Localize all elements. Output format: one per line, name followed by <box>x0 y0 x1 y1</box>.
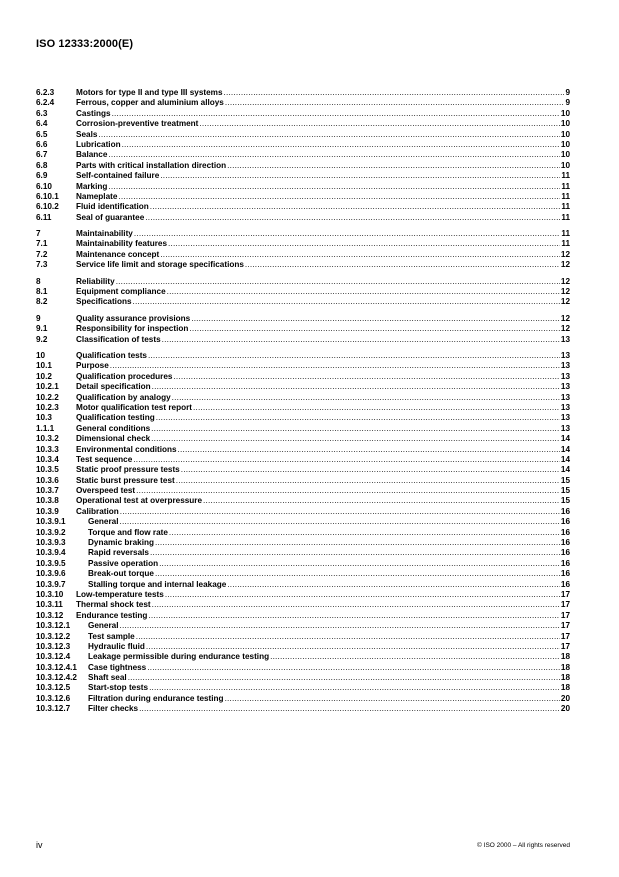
toc-entry[interactable] <box>36 250 570 260</box>
toc-entry[interactable] <box>36 382 570 392</box>
toc-dot-leader <box>189 324 560 334</box>
toc-entry-title: Test sequence <box>76 454 133 464</box>
toc-entry[interactable] <box>36 476 570 486</box>
toc-entry[interactable] <box>36 239 570 249</box>
toc-entry-title: Parts with critical installation direction <box>76 160 227 170</box>
toc-dot-leader <box>116 277 560 287</box>
toc-entry-number: 6.6 <box>36 139 48 149</box>
toc-entry-title: Maintainability features <box>76 239 167 249</box>
toc-entry[interactable] <box>36 287 570 297</box>
toc-entry[interactable] <box>36 663 570 673</box>
toc-entry-title: Qualification testing <box>76 413 155 423</box>
toc-entry[interactable] <box>36 140 570 150</box>
toc-entry-number: 9 <box>36 313 41 323</box>
toc-entry[interactable] <box>36 351 570 361</box>
toc-entry-title: Maintenance concept <box>76 249 160 259</box>
toc-dot-leader <box>156 413 560 423</box>
toc-entry-page: 10 <box>560 119 570 129</box>
toc-entry-number: 10.3.11 <box>36 600 63 610</box>
toc-entry-number: 7 <box>36 229 41 239</box>
toc-entry[interactable] <box>36 694 570 704</box>
toc-entry-number: 10.3.9.2 <box>36 527 66 537</box>
toc-dot-leader <box>151 424 560 434</box>
toc-dot-leader <box>112 109 560 119</box>
toc-entry-title: Equipment compliance <box>76 287 166 297</box>
toc-entry-number: 10.3.6 <box>36 475 59 485</box>
toc-entry-page: 14 <box>560 454 570 464</box>
toc-entry-title: Responsibility for inspection <box>76 324 189 334</box>
toc-dot-leader <box>191 314 560 324</box>
toc-entry-number: 10.1 <box>36 361 52 371</box>
toc-entry-title: Calibration <box>76 506 119 516</box>
toc-entry-number: 10.2 <box>36 371 52 381</box>
toc-entry-number: 10.3.12.3 <box>36 641 71 651</box>
toc-entry-page: 11 <box>561 212 570 222</box>
toc-entry-title: Corrosion-preventive treatment <box>76 119 199 129</box>
toc-entry-number: 6.10.2 <box>36 202 59 212</box>
toc-entry-number: 10.3.12.7 <box>36 704 71 714</box>
toc-entry-number: 10.3.3 <box>36 444 59 454</box>
toc-dot-leader <box>155 538 560 548</box>
toc-entry-title: Environmental conditions <box>76 444 177 454</box>
toc-entry-number: 10.2.1 <box>36 382 59 392</box>
toc-entry[interactable] <box>36 528 570 538</box>
toc-entry-number: 7.2 <box>36 249 48 259</box>
toc-dot-leader <box>165 590 560 600</box>
toc-entry-title: Case tightness <box>88 662 147 672</box>
toc-entry[interactable] <box>36 548 570 558</box>
toc-dot-leader <box>270 652 560 662</box>
toc-entry-title: Low-temperature tests <box>76 589 164 599</box>
toc-dot-leader <box>160 250 560 260</box>
toc-entry-page: 12 <box>560 249 570 259</box>
toc-entry-title: Torque and flow rate <box>88 527 168 537</box>
toc-entry[interactable] <box>36 88 570 98</box>
toc-entry-title: Overspeed test <box>76 486 136 496</box>
toc-entry[interactable] <box>36 600 570 610</box>
toc-entry-page: 16 <box>560 517 570 527</box>
toc-entry-page: 14 <box>560 465 570 475</box>
toc-entry[interactable] <box>36 642 570 652</box>
toc-entry-number: 6.9 <box>36 171 48 181</box>
toc-entry-page: 15 <box>560 486 570 496</box>
toc-entry-number: 10.3.9.7 <box>36 579 66 589</box>
toc-entry-number: 9.2 <box>36 334 48 344</box>
toc-entry[interactable] <box>36 109 570 119</box>
toc-entry-page: 20 <box>560 693 570 703</box>
toc-entry[interactable] <box>36 673 570 683</box>
toc-entry-page: 20 <box>560 704 570 714</box>
toc-entry-number: 1.1.1 <box>36 423 55 433</box>
toc-entry-page: 18 <box>560 683 570 693</box>
toc-dot-leader <box>162 335 560 345</box>
toc-entry-title: Stalling torque and internal leakage <box>88 579 227 589</box>
toc-entry-number: 10.3.8 <box>36 496 59 506</box>
toc-entry-title: Specifications <box>76 297 132 307</box>
toc-entry-title: Ferrous, copper and aluminium alloys <box>76 98 224 108</box>
toc-entry-number: 6.8 <box>36 160 48 170</box>
toc-dot-leader <box>225 98 565 108</box>
toc-entry-title: Castings <box>76 108 111 118</box>
toc-entry-title: General conditions <box>76 423 151 433</box>
toc-entry-page: 11 <box>561 239 570 249</box>
toc-entry[interactable] <box>36 372 570 382</box>
toc-entry-number: 10.3.9.1 <box>36 517 66 527</box>
toc-entry-number: 10.3.4 <box>36 454 59 464</box>
toc-dot-leader <box>118 192 560 202</box>
toc-entry-number: 8 <box>36 276 41 286</box>
toc-entry-title: Shaft seal <box>88 673 127 683</box>
toc-entry-page: 16 <box>560 527 570 537</box>
toc-entry[interactable] <box>36 119 570 129</box>
toc-entry[interactable] <box>36 683 570 693</box>
toc-entry-page: 17 <box>560 631 570 641</box>
toc-entry[interactable] <box>36 213 570 223</box>
toc-entry-number: 10.3.9.3 <box>36 538 66 548</box>
toc-dot-leader <box>134 229 560 239</box>
toc-entry-title: Motor qualification test report <box>76 402 192 412</box>
toc-entry[interactable] <box>36 559 570 569</box>
toc-dot-leader <box>160 171 560 181</box>
toc-entry-title: Filtration during endurance testing <box>88 693 224 703</box>
toc-dot-leader <box>245 260 560 270</box>
toc-entry-title: General <box>88 621 119 631</box>
toc-dot-leader <box>151 434 560 444</box>
toc-entry-page: 12 <box>560 313 570 323</box>
toc-entry-title: Service life limit and storage specifications <box>76 260 244 270</box>
toc-entry-number: 9.1 <box>36 324 48 334</box>
toc-entry[interactable] <box>36 403 570 413</box>
toc-entry-title: Quality assurance provisions <box>76 313 191 323</box>
toc-entry-page: 13 <box>560 413 570 423</box>
toc-entry-number: 10.3.12.6 <box>36 693 71 703</box>
toc-entry-number: 6.2.4 <box>36 98 55 108</box>
toc-dot-leader <box>173 372 559 382</box>
toc-entry-number: 6.4 <box>36 119 48 129</box>
toc-entry-title: Purpose <box>76 361 109 371</box>
toc-entry[interactable] <box>36 538 570 548</box>
toc-dot-leader <box>199 119 560 129</box>
toc-dot-leader <box>150 548 560 558</box>
toc-entry-number: 10.2.3 <box>36 402 59 412</box>
toc-entry-page: 12 <box>560 297 570 307</box>
toc-entry-number: 10 <box>36 350 46 360</box>
toc-entry[interactable] <box>36 580 570 590</box>
toc-entry-number: 6.10 <box>36 181 52 191</box>
toc-entry-page: 17 <box>560 589 570 599</box>
toc-dot-leader <box>172 393 560 403</box>
toc-entry-page: 16 <box>560 548 570 558</box>
toc-entry-page: 18 <box>560 652 570 662</box>
toc-entry-page: 17 <box>560 600 570 610</box>
toc-entry-number: 10.3.12.4.1 <box>36 662 77 672</box>
toc-dot-leader <box>225 694 560 704</box>
toc-entry-page: 9 <box>565 88 570 97</box>
document-header-title: ISO 12333:2000(E) <box>36 38 134 50</box>
toc-entry-page: 18 <box>560 662 570 672</box>
toc-entry[interactable] <box>36 171 570 181</box>
toc-entry-number: 10.3.2 <box>36 434 59 444</box>
toc-entry[interactable] <box>36 260 570 270</box>
toc-entry-title: Motors for type II and type III systems <box>76 88 223 97</box>
toc-entry[interactable] <box>36 182 570 192</box>
toc-entry[interactable] <box>36 297 570 307</box>
toc-entry-title: Maintainability <box>76 229 133 239</box>
toc-entry-number: 6.5 <box>36 129 48 139</box>
toc-entry[interactable] <box>36 455 570 465</box>
toc-entry-page: 13 <box>560 402 570 412</box>
toc-entry-page: 18 <box>560 673 570 683</box>
toc-dot-leader <box>203 496 560 506</box>
toc-entry-number: 6.2.3 <box>36 88 55 97</box>
toc-entry-title: Start-stop tests <box>88 683 149 693</box>
toc-dot-leader <box>152 600 560 610</box>
toc-entry-page: 12 <box>560 324 570 334</box>
toc-dot-leader <box>122 140 560 150</box>
toc-entry-title: Balance <box>76 150 108 160</box>
toc-entry[interactable] <box>36 569 570 579</box>
toc-dot-leader <box>110 361 560 371</box>
toc-entry-title: Thermal shock test <box>76 600 151 610</box>
toc-entry-page: 13 <box>560 371 570 381</box>
copyright-notice: © ISO 2000 – All rights reserved <box>477 842 570 849</box>
toc-entry-page: 11 <box>561 181 570 191</box>
toc-dot-leader <box>167 287 560 297</box>
toc-entry-title: Marking <box>76 181 108 191</box>
toc-dot-leader <box>120 507 560 517</box>
toc-entry-page: 10 <box>560 139 570 149</box>
toc-entry-page: 14 <box>560 444 570 454</box>
toc-entry[interactable] <box>36 229 570 239</box>
toc-entry-title: Qualification tests <box>76 350 147 360</box>
toc-entry[interactable] <box>36 652 570 662</box>
toc-entry-title: Static burst pressure test <box>76 475 175 485</box>
toc-entry-page: 10 <box>560 160 570 170</box>
toc-entry-page: 16 <box>560 538 570 548</box>
toc-entry-page: 9 <box>565 98 570 108</box>
toc-entry-page: 17 <box>560 610 570 620</box>
toc-entry-title: Passive operation <box>88 558 159 568</box>
toc-entry-number: 10.3.5 <box>36 465 59 475</box>
toc-dot-leader <box>227 580 560 590</box>
toc-entry[interactable] <box>36 590 570 600</box>
toc-entry[interactable] <box>36 161 570 171</box>
toc-entry-page: 10 <box>560 108 570 118</box>
toc-entry-number: 10.3.7 <box>36 486 59 496</box>
toc-entry[interactable] <box>36 202 570 212</box>
toc-entry[interactable] <box>36 314 570 324</box>
toc-entry-page: 11 <box>561 229 570 239</box>
toc-entry-title: Test sample <box>88 631 135 641</box>
toc-dot-leader <box>148 351 560 361</box>
toc-entry-title: Qualification procedures <box>76 371 173 381</box>
toc-dot-leader <box>147 663 560 673</box>
toc-entry-title: Rapid reversals <box>88 548 149 558</box>
toc-entry-page: 13 <box>560 334 570 344</box>
toc-dot-leader <box>145 213 560 223</box>
toc-entry-page: 16 <box>560 569 570 579</box>
toc-entry-number: 6.10.1 <box>36 191 59 201</box>
toc-entry[interactable] <box>36 496 570 506</box>
toc-entry-title: Seals <box>76 129 98 139</box>
toc-entry-title: Fluid identification <box>76 202 149 212</box>
toc-entry[interactable] <box>36 611 570 621</box>
toc-entry[interactable] <box>36 150 570 160</box>
toc-entry[interactable] <box>36 335 570 345</box>
page-number-label: iv <box>36 840 43 850</box>
toc-entry-page: 16 <box>560 579 570 589</box>
toc-entry-page: 12 <box>560 287 570 297</box>
toc-entry-page: 16 <box>560 558 570 568</box>
toc-entry-number: 10.3.9.5 <box>36 558 66 568</box>
toc-entry-title: Reliability <box>76 276 115 286</box>
toc-entry[interactable] <box>36 465 570 475</box>
toc-dot-leader <box>178 445 560 455</box>
toc-entry-title: Seal of guarantee <box>76 212 145 222</box>
toc-entry-title: Detail specification <box>76 382 151 392</box>
toc-entry-title: Leakage permissible during endurance testing <box>88 652 270 662</box>
toc-entry-number: 10.3.12.1 <box>36 621 71 631</box>
toc-dot-leader <box>120 621 560 631</box>
toc-dot-leader <box>149 683 560 693</box>
toc-entry-number: 10.3.9 <box>36 506 59 516</box>
toc-entry-number: 10.3 <box>36 413 52 423</box>
toc-entry-title: Dynamic braking <box>88 538 154 548</box>
toc-dot-leader <box>133 455 560 465</box>
toc-entry-page: 15 <box>560 475 570 485</box>
toc-entry-page: 13 <box>560 350 570 360</box>
toc-entry-title: Filter checks <box>88 704 139 714</box>
toc-dot-leader <box>98 130 559 140</box>
toc-dot-leader <box>108 182 560 192</box>
toc-dot-leader <box>169 528 560 538</box>
toc-dot-leader <box>168 239 560 249</box>
toc-entry-title: Lubrication <box>76 139 121 149</box>
toc-entry-page: 11 <box>561 171 570 181</box>
toc-dot-leader <box>148 611 559 621</box>
toc-entry-number: 7.3 <box>36 260 48 270</box>
toc-entry[interactable] <box>36 277 570 287</box>
toc-dot-leader <box>108 150 559 160</box>
toc-entry-page: 11 <box>561 202 570 212</box>
toc-entry-number: 7.1 <box>36 239 48 249</box>
toc-entry-page: 13 <box>560 382 570 392</box>
toc-entry-page: 17 <box>560 641 570 651</box>
toc-entry[interactable] <box>36 486 570 496</box>
toc-entry-number: 10.3.12.5 <box>36 683 71 693</box>
toc-entry[interactable] <box>36 632 570 642</box>
toc-entry[interactable] <box>36 507 570 517</box>
toc-dot-leader <box>136 632 560 642</box>
toc-dot-leader <box>136 486 560 496</box>
toc-entry[interactable] <box>36 621 570 631</box>
toc-entry-title: General <box>88 517 119 527</box>
toc-dot-leader <box>176 476 560 486</box>
toc-entry[interactable] <box>36 434 570 444</box>
toc-entry-page: 12 <box>560 276 570 286</box>
toc-dot-leader <box>128 673 560 683</box>
toc-entry-page: 10 <box>560 129 570 139</box>
toc-entry-page: 13 <box>560 361 570 371</box>
toc-dot-leader <box>120 517 560 527</box>
toc-entry-number: 10.3.10 <box>36 589 64 599</box>
toc-entry[interactable] <box>36 324 570 334</box>
toc-entry-number: 10.3.9.4 <box>36 548 66 558</box>
toc-entry-title: Static proof pressure tests <box>76 465 180 475</box>
toc-entry-number: 10.3.12.4 <box>36 652 71 662</box>
toc-dot-leader <box>146 642 560 652</box>
toc-entry-number: 6.11 <box>36 212 52 222</box>
toc-entry-page: 15 <box>560 496 570 506</box>
toc-entry[interactable] <box>36 704 570 714</box>
toc-entry-page: 16 <box>560 506 570 516</box>
toc-entry-page: 13 <box>560 423 570 433</box>
toc-entry-page: 14 <box>560 434 570 444</box>
toc-dot-leader <box>150 202 561 212</box>
toc-dot-leader <box>155 569 560 579</box>
toc-entry-page: 17 <box>560 621 570 631</box>
toc-entry-title: Hydraulic fluid <box>88 641 145 651</box>
toc-entry-number: 8.1 <box>36 287 48 297</box>
toc-entry-page: 12 <box>560 260 570 270</box>
toc-entry-number: 8.2 <box>36 297 48 307</box>
toc-entry[interactable] <box>36 98 570 108</box>
toc-dot-leader <box>133 297 560 307</box>
toc-entry-title: Break-out torque <box>88 569 154 579</box>
toc-entry-title: Endurance testing <box>76 610 148 620</box>
toc-dot-leader <box>159 559 560 569</box>
toc-entry-title: Nameplate <box>76 191 118 201</box>
toc-entry-title: Classification of tests <box>76 334 161 344</box>
toc-entry[interactable] <box>36 517 570 527</box>
table-of-contents <box>36 88 570 715</box>
toc-entry-title: Self-contained failure <box>76 171 160 181</box>
toc-entry[interactable] <box>36 413 570 423</box>
toc-entry-number: 10.3.12.2 <box>36 631 71 641</box>
toc-dot-leader <box>193 403 560 413</box>
toc-entry[interactable] <box>36 424 570 434</box>
toc-entry-number: 10.3.12 <box>36 610 64 620</box>
toc-dot-leader <box>139 704 560 714</box>
toc-entry-number: 10.3.12.4.2 <box>36 673 77 683</box>
toc-entry-number: 6.7 <box>36 150 48 160</box>
toc-entry[interactable] <box>36 445 570 455</box>
toc-entry-number: 10.3.9.6 <box>36 569 66 579</box>
toc-dot-leader <box>224 88 565 98</box>
toc-entry[interactable] <box>36 361 570 371</box>
toc-entry[interactable] <box>36 192 570 202</box>
toc-entry[interactable] <box>36 393 570 403</box>
toc-dot-leader <box>181 465 560 475</box>
toc-entry[interactable] <box>36 130 570 140</box>
toc-entry-title: Qualification by analogy <box>76 392 171 402</box>
toc-dot-leader <box>227 161 560 171</box>
toc-entry-title: Operational test at overpressure <box>76 496 203 506</box>
toc-entry-page: 13 <box>560 392 570 402</box>
toc-entry-number: 6.3 <box>36 108 48 118</box>
toc-entry-number: 10.2.2 <box>36 392 59 402</box>
toc-entry-title: Dimensional check <box>76 434 151 444</box>
toc-dot-leader <box>152 382 560 392</box>
toc-entry-page: 10 <box>560 150 570 160</box>
toc-entry-page: 11 <box>561 191 570 201</box>
